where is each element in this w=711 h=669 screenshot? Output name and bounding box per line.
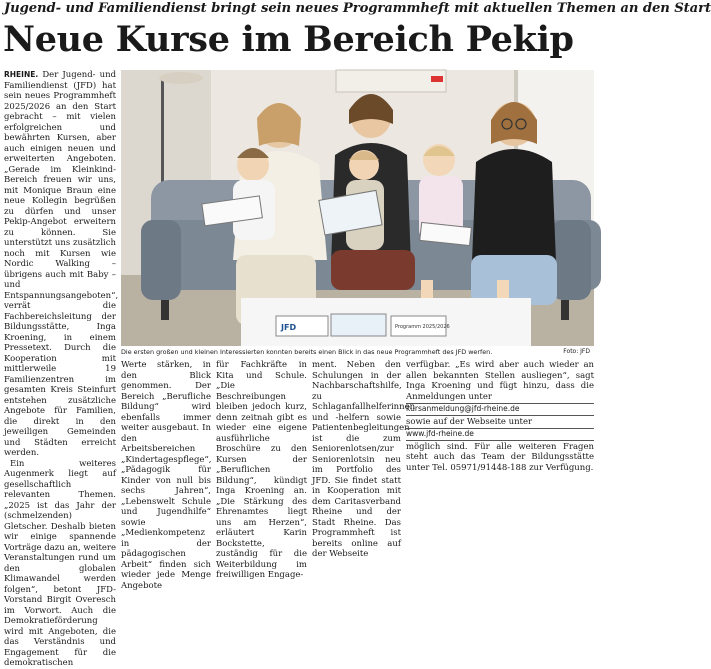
- paragraph-col2: Werte stärken, in den Blick genommen. Der Bereich „Berufliche Bildung“ wird ebenfalls immer weiter ausgebaut. In den Arbeitsbereichen „Kindertagespflege“, „Pädagogik für Kinder von null bis sechs Jahren“, „Lebenswelt Schule und Jugendhilfe“ sowie „Medienkompetenz in der pädagogischen Arbeit“ finden sich wieder jede Menge Angebote: [121, 360, 212, 591]
- caption-text: Die ersten großen und kleinen Interessierten konnten bereits einen Blick in das neue Programmheft des JFD werfen.: [121, 348, 493, 356]
- flyer-title: Programm 2025/2026: [395, 324, 450, 330]
- website-link[interactable]: www.jfd-rheine.de: [406, 428, 594, 441]
- email-link[interactable]: kursanmeldung@jfd-rheine.de: [406, 403, 594, 416]
- article-column-1: [4, 70, 119, 668]
- paragraph-col5-a: verfügbar. „Es wird aber auch wieder an allen bekannten Stellen ausliegen“, sagt Inga Kroening und fügt hinzu, dass die Anmeldungen unter: [406, 360, 594, 402]
- paragraph-2: Ein weiteres Augenmerk liegt auf gesellschaftlich relevanten Themen. „2025 ist das Jahr der (schmelzenden) Gletscher. Deshalb bieten wir einige spannende Vorträge dazu an, weitere Veranstaltungen rund um den globalen Klimawandel werden folgen“, betont JFD-Vorstand Birgit Overesch im Vorwort. Auch die Demokratieförderung wird mit Angeboten, die das Verständnis und Engagement für die demokratischen: [4, 458, 116, 668]
- article-column-3: [216, 360, 307, 580]
- headline: Neue Kurse im Bereich Pekip: [3, 19, 574, 60]
- paragraph-1: Der Jugend- und Familiendienst (JFD) hat sein neues Programmheft 2025/2026 an den Start gebracht – mit vielen erfolgreichen und bewährten Kursen, aber auch einigen neuen und erweiterten Angeboten. „Gerade im Kleinkind-Bereich freuen wir uns, mit Monique Braun eine neue Kollegin begrüßen zu dürfen und unser Pekip-Angebot erweitern zu können. Sie unterstützt uns zusätzlich noch mit Kursen wie Nordic Walking – übrigens auch mit Baby – und Entspannungsangeboten“, verrät die Fachbereichsleitung der Bildungsstätte, Inga Kroening, in einem Pressetext. Durch die Kooperation mit mittlerweile 19 Familienzentren im gesamten Kreis Steinfurt entstehen zusätzliche Angebote für Familien, die direkt in den jeweiligen Gemeinden und Städten erreicht werden.: [4, 70, 119, 458]
- flyer-brand: JFD: [281, 323, 297, 332]
- photo-illustration: [121, 70, 594, 346]
- article-column-5: [406, 360, 594, 496]
- paragraph-col5-c: möglich sind. Für alle weiteren Fragen steht auch das Team der Bildungsstätte unter Tel. 05971/91448-188 zur Verfügung.: [406, 441, 594, 473]
- kicker: Jugend- und Familiendienst bringt sein neues Programmheft mit aktuellen Themen an den Start: [4, 1, 711, 16]
- photo-credit: Foto: JFD: [563, 348, 590, 355]
- article-column-2: [121, 360, 212, 591]
- article-photo: [121, 70, 594, 346]
- dateline: RHEINE.: [4, 70, 39, 79]
- paragraph-col3: für Fachkräfte in Kita und Schule. „Die Beschreibungen bleiben jedoch kurz, denn zeitnah gibt es wieder eine eigene ausführliche Broschüre zu den Kursen der „Beruflichen Bildung“, kündigt Inga Kroening an. „Die Stärkung des Ehrenamtes liegt uns am Herzen“, erläutert Karin Bockstette, zuständig für die Weiterbildung im freiwilligen Engage-: [216, 360, 307, 580]
- photo-caption: [121, 347, 594, 357]
- article-column-4: [312, 360, 416, 559]
- paragraph-col5-b: sowie auf der Webseite unter: [406, 416, 533, 427]
- paragraph-col4: ment. Neben den Schulungen in der Nachbarschaftshilfe, zu Schlaganfallhelferinnen und -helfern sowie Patientenbegleitungen ist die zum Seniorenlotsen/zur Seniorenlotsin neu im Portfolio des JFD. Sie findet statt in Kooperation mit dem Caritasverband Rheine und der Stadt Rheine. Das Programmheft ist bereits online auf der Webseite: [312, 360, 416, 559]
